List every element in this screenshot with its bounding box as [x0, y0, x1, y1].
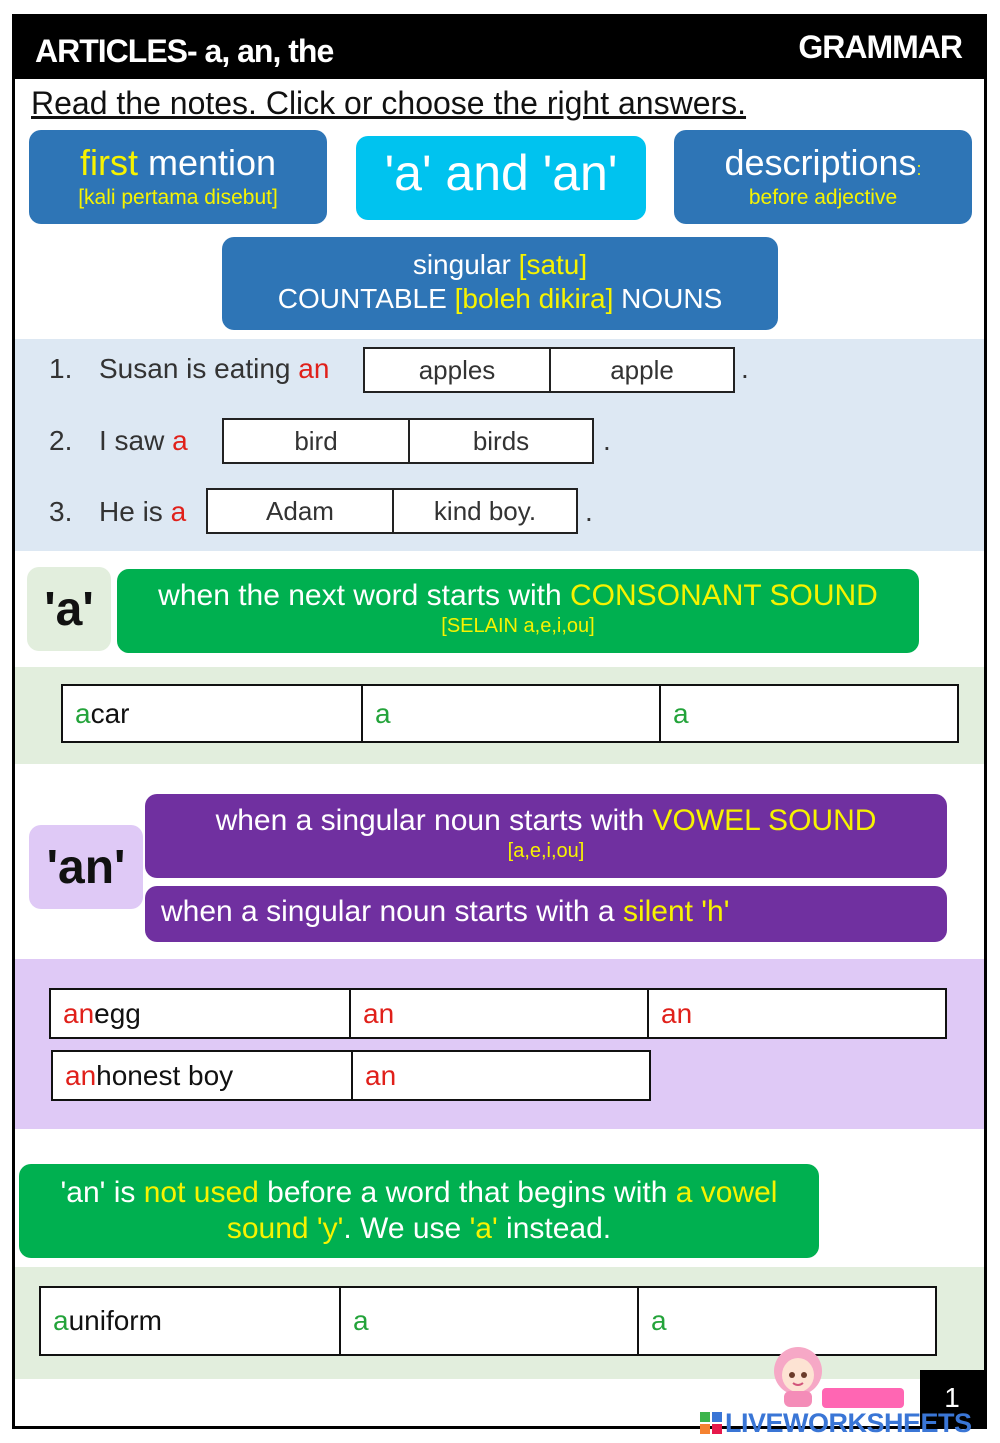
example-an-honest-boy: [53, 1052, 351, 1099]
example-an-honest-word: honest boy: [96, 1059, 234, 1091]
example-an-answer-1-article: an: [363, 997, 395, 1029]
question-1-number: 1.: [49, 353, 73, 384]
rule-y-a: 'a': [469, 1212, 498, 1245]
example-a-word: car: [90, 697, 130, 729]
example-a-answer-2-article: a: [673, 697, 689, 729]
liveworksheets-logo-icon: [700, 1412, 722, 1434]
question-3-option-kind-boy[interactable]: kind boy.: [392, 490, 576, 532]
rule-an-silent-h-box: [145, 886, 947, 942]
liveworksheets-logo: [700, 1408, 972, 1439]
examples-an-row-2: [51, 1050, 651, 1101]
worksheet-page: [12, 14, 987, 1429]
page-number: 1: [920, 1370, 984, 1426]
note-descriptions: [674, 130, 972, 224]
teacher-mascot-icon: [770, 1345, 826, 1407]
rule-y-sound-y: sound 'y': [226, 1212, 344, 1245]
example-a-uniform: [41, 1288, 339, 1354]
rule-y-not-used: not used: [143, 1176, 259, 1209]
example-y-answer-2-article: a: [651, 1305, 667, 1336]
example-a-answer-1[interactable]: [361, 686, 659, 741]
question-1-option-apples[interactable]: apples: [418, 354, 496, 385]
question-3-choices: [206, 488, 578, 534]
header-bar: [15, 17, 984, 79]
rule-an-vowel-highlight: VOWEL SOUND: [652, 804, 877, 837]
rule-an-vowel-box: [145, 794, 947, 878]
example-an-egg-word: egg: [94, 997, 141, 1029]
note-first-mention: [29, 130, 327, 224]
question-3-article: a: [170, 496, 187, 527]
example-uniform-article: a: [53, 1305, 69, 1336]
rule-an-silent-h-text: when a singular noun starts with a: [161, 895, 623, 928]
rule-y-p6: . We use: [343, 1212, 470, 1245]
liveworksheets-logo-text: LIVEWORKSHEETS: [725, 1408, 972, 1438]
note-countable-word: COUNTABLE: [277, 283, 455, 314]
example-a-answer-1-article: a: [375, 697, 391, 729]
example-an-answer-1[interactable]: [349, 990, 647, 1037]
example-an-egg: [51, 990, 349, 1037]
example-y-answer-1[interactable]: [339, 1288, 637, 1354]
question-1-period: .: [741, 353, 749, 384]
question-2-option-birds[interactable]: birds: [408, 420, 592, 462]
note-first-mention-translation: [kali pertama disebut]: [78, 186, 278, 209]
question-2-article: a: [172, 425, 188, 456]
question-2: [49, 425, 188, 457]
page-title: ARTICLES- a, an, the: [35, 33, 334, 69]
question-1-option-apple[interactable]: apple: [549, 349, 733, 391]
note-descriptions-colon: :: [916, 159, 922, 179]
note-nouns-word: NOUNS: [613, 283, 723, 314]
question-2-number: 2.: [49, 425, 73, 456]
rule-a-text: when the next word starts with: [158, 579, 571, 612]
examples-a-row: [61, 684, 959, 743]
rule-y-p3: before a word that begins with: [258, 1176, 676, 1209]
question-2-option-bird[interactable]: bird: [294, 425, 338, 456]
question-1-choices: [363, 347, 735, 393]
rule-an-vowel-text: when a singular noun starts with: [215, 804, 653, 837]
examples-an-row-1: [49, 988, 947, 1039]
question-1-text: Susan is eating: [99, 353, 299, 384]
example-an-answer-3-article: an: [365, 1059, 397, 1091]
note-mention-word: mention: [137, 142, 277, 183]
rule-a-highlight: CONSONANT SOUND: [570, 579, 878, 612]
question-2-text: I saw: [99, 425, 173, 456]
question-3-option-adam[interactable]: Adam: [266, 495, 334, 526]
note-descriptions-title: descriptions: [724, 142, 917, 183]
question-1: [49, 353, 329, 385]
example-y-answer-1-article: a: [353, 1305, 369, 1336]
example-an-egg-article: an: [63, 997, 95, 1029]
note-singular-word: singular: [412, 249, 519, 280]
rule-an-vowel-note: [a,e,i,ou]: [507, 840, 585, 862]
question-3-number: 3.: [49, 496, 73, 527]
example-an-answer-2-article: an: [661, 997, 693, 1029]
question-2-choices: [222, 418, 594, 464]
article-a-tile: 'a': [27, 567, 111, 651]
subject-tag: GRAMMAR: [798, 29, 962, 65]
question-2-period: .: [603, 425, 611, 456]
rule-a-note: [SELAIN a,e,i,ou]: [441, 615, 595, 637]
note-descriptions-sub: before adjective: [748, 186, 898, 209]
author-banner: [822, 1388, 904, 1408]
example-a-answer-2[interactable]: [659, 686, 957, 741]
note-a-and-an-label: 'a' and 'an': [384, 145, 618, 201]
note-first-word: first: [79, 142, 138, 183]
example-an-answer-2[interactable]: [647, 990, 945, 1037]
note-countable-translation: [boleh dikira]: [454, 283, 614, 314]
example-a-car: [63, 686, 361, 741]
rule-vowel-y-box: [19, 1164, 819, 1258]
question-3-period: .: [585, 496, 593, 527]
question-1-article: an: [298, 353, 330, 384]
examples-an-band: [15, 959, 984, 1129]
rule-a-box: [117, 569, 919, 653]
example-an-answer-3[interactable]: [351, 1052, 649, 1099]
rule-y-a-vowel: a vowel: [675, 1176, 778, 1209]
example-an-honest-article: an: [65, 1059, 97, 1091]
example-uniform-word: uniform: [68, 1305, 162, 1336]
example-a-article: a: [75, 697, 91, 729]
note-singular-countable: [222, 237, 778, 330]
question-3: [49, 496, 186, 528]
question-3-text: He is: [99, 496, 171, 527]
rule-y-instead: instead.: [497, 1212, 612, 1245]
rule-y-p1: 'an' is: [60, 1176, 144, 1209]
note-singular-translation: [satu]: [518, 249, 588, 280]
article-an-tile: 'an': [29, 825, 143, 909]
instruction-text: Read the notes. Click or choose the right answers.: [31, 85, 747, 121]
rule-an-silent-h-highlight: silent 'h': [622, 895, 730, 928]
note-a-and-an: [356, 136, 646, 220]
